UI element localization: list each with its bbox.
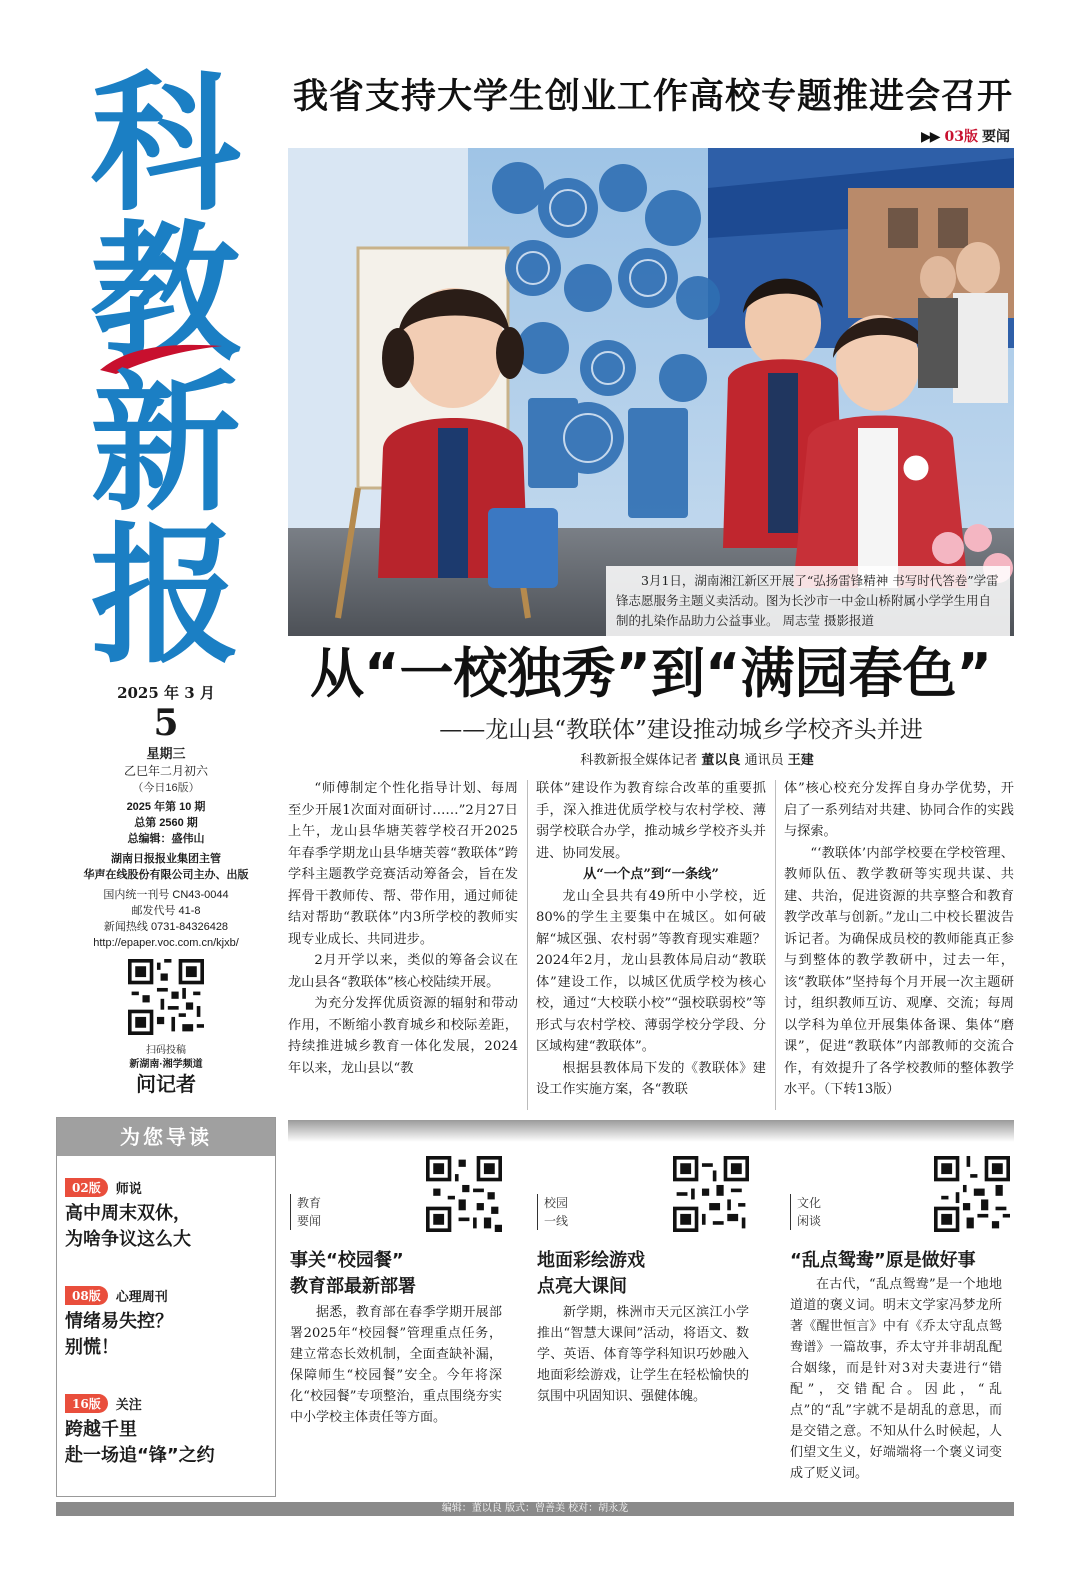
masthead-char-jiao: 教	[90, 208, 241, 382]
brief-title	[790, 1248, 1016, 1274]
page-count: （今日16版）	[132, 782, 200, 794]
guide-section: 关注	[115, 1398, 142, 1413]
issue-info	[60, 680, 272, 1096]
byline	[288, 750, 1014, 772]
briefs-band	[288, 1120, 1014, 1142]
qr-code[interactable]	[934, 1156, 1010, 1232]
lunar-date: 乙巳年二月初六	[123, 764, 208, 778]
photo-caption: 3月1日，湖南湘江新区开展了“弘扬雷锋精神 书写时代答卷”学雷锋志愿服务主题义卖活动。图为长沙市一中金山桥附属小学学生用自制的扎染作品助力公益事业。 周志莹 摄影报道	[606, 566, 1010, 636]
org-publisher: 华声在线股份有限公司主办、出版	[83, 869, 249, 881]
article-column-2	[536, 778, 766, 1112]
guide-title-line: 赴一场追“锋”之约	[65, 1445, 215, 1466]
top-headline[interactable]: 我省支持大学生创业工作高校专题推进会召开	[292, 77, 1013, 117]
brief-education-news[interactable]	[290, 1150, 516, 1490]
guide-item[interactable]	[65, 1286, 275, 1361]
brief-tag-line: 闲谈	[797, 1214, 822, 1228]
brief-text: 新学期，株洲市天元区滨江小学推出“智慧大课间”活动，将语文、数学、英语、体育等学科知识巧妙融入地面彩绘游戏，让学生在轻松愉快的氛围中巩固知识、强健体魄。	[537, 1305, 749, 1404]
arrow-right-icon: ▶▶	[920, 129, 939, 145]
article-paragraph: 龙山全县共有49所中小学校，近80%的学生主要集中在城区。如何破解“城区强、农村弱”等教育现实难题？2024年2月，龙山县教体局启动“教联体”建设工作，以城区优质学校为核心校，通过“大校联小校”“强校联弱校”等形式与农村学校、薄弱学校分学段、分区域构建“教联体”。	[536, 888, 766, 1054]
article-paragraph: 2月开学以来，类似的筹备会议在龙山县各“教联体”核心校陆续开展。	[288, 953, 518, 990]
byline-reporter: 董以良	[701, 753, 741, 768]
column-divider	[527, 780, 528, 1110]
brief-title-line: “乱点鸳鸯”原是做好事	[790, 1250, 976, 1271]
brief-title	[537, 1248, 763, 1300]
byline-prefix: 科教新报全媒体记者	[580, 753, 698, 768]
guide-title-line: 别慌！	[65, 1337, 119, 1358]
reading-guide	[56, 1117, 276, 1497]
brief-tag	[537, 1194, 568, 1230]
guide-title	[65, 1201, 275, 1253]
lead-headline[interactable]: 从“一校独秀”到“满园春色”	[310, 642, 992, 705]
brief-tag-line: 要闻	[297, 1214, 322, 1228]
brief-tag-line: 一线	[544, 1214, 569, 1228]
guide-item[interactable]	[65, 1394, 275, 1469]
article-column-3	[784, 778, 1014, 1112]
news-hotline: 新闻热线 0731-84326428	[103, 921, 229, 933]
lead-subheadline: ——龙山县“教联体”建设推动城乡学校齐头并进	[439, 717, 923, 743]
guide-item[interactable]	[65, 1178, 275, 1253]
article-paragraph: “师傅制定个性化指导计划、每周至少开展1次面对面研讨……”2月27日上午，龙山县华塘芙蓉学校召开2025年春季学期龙山县华塘芙蓉“教联体”跨学科主题教学竞赛活动筹备会，旨在发挥骨干教师传、帮、带作用，通过师徒结对帮助“教联体”内3所学校的教师实现专业成长、共同进步。	[288, 781, 518, 947]
byline-correspondent: 王建	[787, 753, 814, 768]
article-column-1	[288, 778, 518, 1112]
date-day: 5	[153, 702, 179, 744]
article-paragraph: 根据县教体局下发的《教联体》建设工作实施方案，各“教联	[536, 1060, 766, 1097]
guide-section: 心理周刊	[115, 1290, 168, 1305]
brief-text: 据悉，教育部在春季学期开展部署2025年“校园餐”管理重点任务，建立常态长效机制，全面查缺补漏，保障师生“校园餐”安全。今年将深化“校园餐”专项整治，重点围绕夯实中小学校主体责任等方面。	[290, 1305, 502, 1425]
brief-tag	[290, 1194, 321, 1230]
total-issue: 总第 2560 期	[134, 817, 198, 829]
guide-edition: 08版	[65, 1286, 108, 1305]
brief-campus-frontline[interactable]	[537, 1150, 763, 1490]
article-paragraph: 体”核心校充分发挥自身办学优势，开启了一系列结对共建、协同合作的实践与探索。	[784, 781, 1014, 839]
guide-title-line: 情绪易失控？	[65, 1311, 173, 1332]
brief-tag-line: 文化	[797, 1196, 822, 1210]
byline-mid: 通讯员	[744, 753, 784, 768]
masthead-char-bao: 报	[90, 510, 241, 684]
ask-reporter-brand: 问记者	[136, 1072, 196, 1096]
qr-code[interactable]	[673, 1156, 749, 1232]
weekday: 星期三	[146, 747, 186, 762]
brief-text: 在古代，“乱点鸳鸯”是一个地地道道的褒义词。明末文学家冯梦龙所著《醒世恒言》中有《乔太守乱点鸳鸯谱》一篇故事，乔太守并非胡乱配合姻缘，而是针对3对夫妻进行“错配”，交错配合。因此，“乱点”的“乱”字就不是胡乱的意思，而是交错之意。不知从什么时候起，人们望文生义，好端端将一个褒义词变成了贬义词。	[790, 1277, 1002, 1481]
brief-title-line: 地面彩绘游戏	[537, 1250, 645, 1271]
article-paragraph: “‘教联体’内部学校要在学校管理、教师队伍、教学教研等实现共谋、共建、共治，促进资源的共享整合和教育教学改革与创新。”龙山二中校长瞿波告诉记者。为确保成员校的教师能真正参与到整体的教学教研中，过去一年，该“教联体”坚持每个月开展一次主题研讨，组织教师互访、观摩、交流；每周以学科为单位开展集体备课、集体“磨课”，促进“教联体”内部教师的交流合作，有效提升了各学校教师的整体教学水平。（下转13版）	[784, 845, 1014, 1097]
top-headline-ref[interactable]	[921, 126, 1010, 146]
guide-section: 师说	[115, 1182, 142, 1197]
article-subheading: 从“一个点”到“一条线”	[583, 867, 719, 882]
guide-edition: 02版	[65, 1178, 108, 1197]
guide-title-line: 跨越千里	[65, 1419, 137, 1440]
column-divider	[775, 780, 776, 1110]
brief-tag	[790, 1194, 821, 1230]
qr-code[interactable]	[426, 1156, 502, 1232]
date-year-month: 2025 年 3 月	[117, 684, 215, 702]
brief-culture-chat[interactable]	[790, 1150, 1016, 1490]
brief-title-line: 事关“校园餐”	[290, 1250, 404, 1271]
postal-code: 邮发代号 41-8	[131, 905, 201, 917]
ref-edition: 03版	[944, 129, 978, 145]
brief-title	[290, 1248, 516, 1300]
cn-number: 国内统一刊号 CN43-0044	[103, 889, 229, 901]
guide-title-line: 高中周末双休，	[65, 1203, 191, 1224]
masthead-char-xin: 新	[90, 358, 241, 532]
photo-illustration	[288, 148, 1014, 636]
brief-title-line: 点亮大课间	[537, 1276, 627, 1297]
brief-tag-line: 校园	[544, 1196, 569, 1210]
editorial-credits: 编辑：董以良 版式：曾善美 校对：胡永龙	[56, 1502, 1014, 1516]
brief-tag-line: 教育	[297, 1196, 322, 1210]
qr-code-submit[interactable]	[128, 959, 204, 1035]
article-paragraph: 为充分发挥优质资源的辐射和带动作用，不断缩小教育城乡和校际差距，持续推进城乡教育一体化发展，2024年以来，龙山县以“教	[288, 996, 518, 1076]
masthead	[58, 58, 273, 684]
ref-section: 要闻	[982, 129, 1010, 145]
masthead-char-ke: 科	[90, 58, 241, 232]
guide-edition: 16版	[65, 1394, 108, 1413]
brief-title-line: 教育部最新部署	[290, 1276, 416, 1297]
guide-title-line: 为啥争议这么大	[65, 1229, 191, 1250]
lead-photo	[288, 148, 1014, 636]
guide-title	[65, 1309, 275, 1361]
chief-editor: 总编辑：盛伟山	[127, 833, 205, 845]
epaper-url[interactable]: http://epaper.voc.com.cn/kjxb/	[93, 937, 239, 949]
scan-label: 扫码投稿	[146, 1045, 186, 1056]
channel-label: 新湖南·湘学频道	[129, 1059, 203, 1070]
issue-number: 2025 年第 10 期	[126, 801, 206, 813]
guide-heading: 为您导读	[57, 1118, 275, 1156]
article-paragraph: 联体”建设作为教育综合改革的重要抓手，深入推进优质学校与农村学校、薄弱学校联合办学，推动城乡学校齐头并进、协同发展。	[536, 781, 766, 861]
guide-title	[65, 1417, 275, 1469]
org-supervisor: 湖南日报报业集团主管	[111, 853, 221, 865]
